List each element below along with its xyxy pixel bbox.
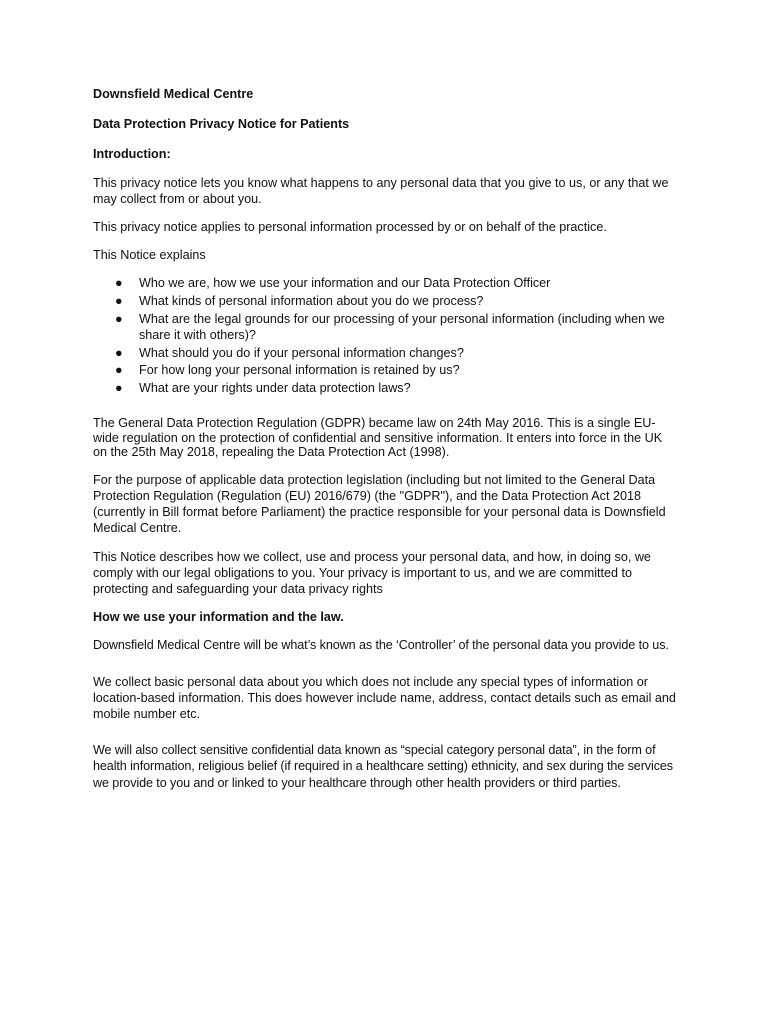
list-item: ● What kinds of personal information about you do we process? xyxy=(115,294,484,309)
gdpr-paragraph: The General Data Protection Regulation (GDPR) became law on 24th May 2016. This is a single EU-wide regulation on the protection of confidential and sensitive information. It enters into force in the UK on the 25th May 2018, repealing the Data Protection Act (1998). xyxy=(93,416,663,460)
list-item: ● What are your rights under data protection laws? xyxy=(115,381,411,396)
bullet-icon: ● xyxy=(115,381,123,396)
list-item: ● What are the legal grounds for our processing of your personal information (including when we share it with others)? xyxy=(115,311,665,343)
list-item: ● Who we are, how we use your information and our Data Protection Officer xyxy=(115,276,551,291)
explains-list xyxy=(93,275,678,396)
list-item: ● For how long your personal information is retained by us? xyxy=(115,363,460,378)
bullet-icon: ● xyxy=(115,276,123,291)
sensitive-data-paragraph: We will also collect sensitive confidential data known as “special category personal data”, in the form of health information, religious belief (if required in a healthcare setting) ethnicity, and sex during the services we provide to you and or linked to your healthcare through other health providers or third parties. xyxy=(93,743,673,790)
document-title: Data Protection Privacy Notice for Patients xyxy=(93,117,350,132)
document-page xyxy=(93,86,678,803)
law-heading: How we use your information and the law. xyxy=(93,610,344,625)
intro-paragraph-1: This privacy notice lets you know what happens to any personal data that you give to us, or any that we may collect from or about you. xyxy=(93,175,669,206)
notice-paragraph: This Notice describes how we collect, use and process your personal data, and how, in doing so, we comply with our legal obligations to you. Your privacy is important to us, and we are committed to protecting and safeguarding your data privacy rights xyxy=(93,549,651,597)
controller-paragraph: Downsfield Medical Centre will be what’s known as the ‘Controller’ of the personal data you provide to us. xyxy=(93,638,669,653)
bullet-icon: ● xyxy=(115,363,123,378)
list-item: ● What should you do if your personal information changes? xyxy=(115,345,464,360)
purpose-paragraph: For the purpose of applicable data protection legislation (including but not limited to the General Data Protection Regulation (Regulation (EU) 2016/679) (the "GDPR"), and the Data Protection Act 2018 (currently in Bill format before Parliament) the practice responsible for your personal data is Downsfield Medical Centre. xyxy=(93,472,666,536)
bullet-icon: ● xyxy=(115,311,123,326)
basic-data-paragraph: We collect basic personal data about you which does not include any special types of information or location-based information. This does however include name, address, contact details such as email and mobile number etc. xyxy=(93,674,676,722)
intro-heading: Introduction: xyxy=(93,147,171,162)
intro-paragraph-2: This privacy notice applies to personal information processed by or on behalf of the practice. xyxy=(93,220,607,235)
bullet-icon: ● xyxy=(115,345,123,360)
bullet-icon: ● xyxy=(115,294,123,309)
explains-label: This Notice explains xyxy=(93,248,206,263)
org-name: Downsfield Medical Centre xyxy=(93,87,254,101)
